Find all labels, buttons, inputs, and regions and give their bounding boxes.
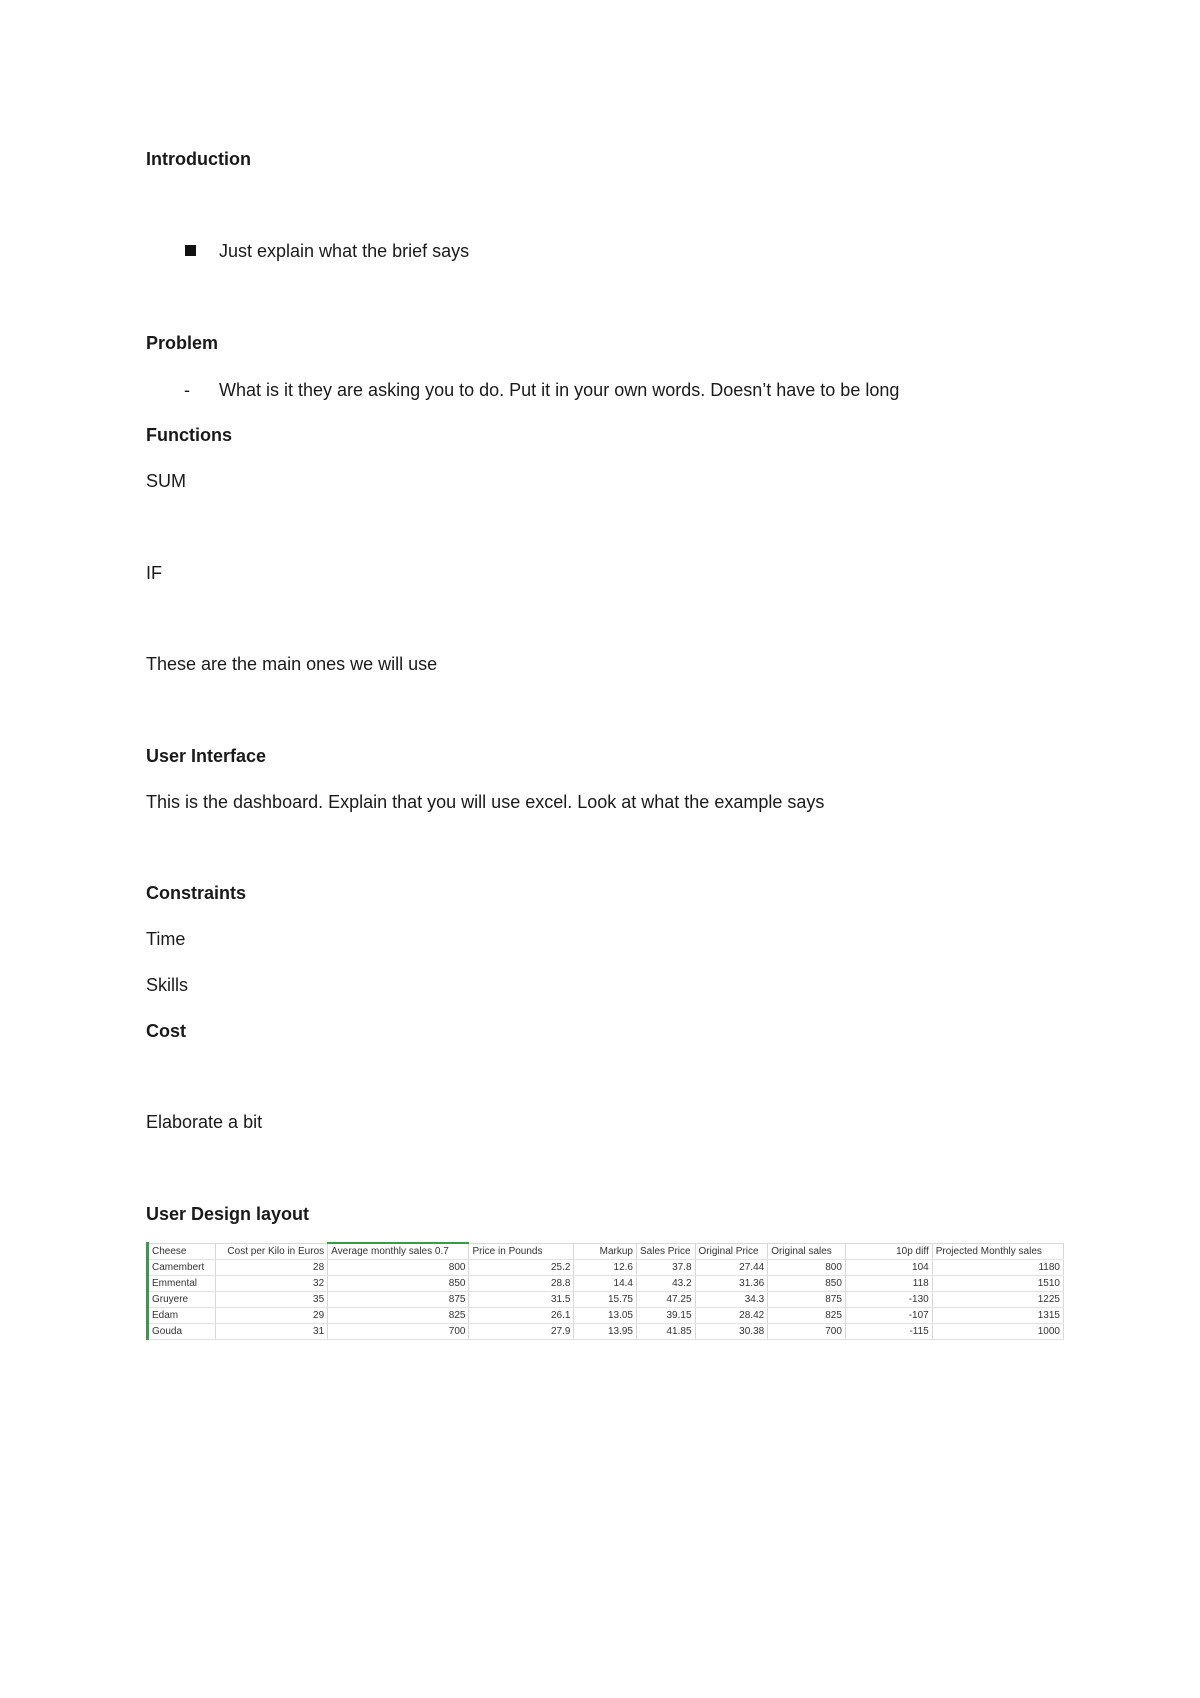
- table-cell: 35: [216, 1292, 328, 1308]
- table-cell: 825: [328, 1308, 469, 1324]
- function-sum: SUM: [146, 471, 186, 491]
- spreadsheet-screenshot: [146, 1242, 1064, 1340]
- table-cell: 29: [216, 1308, 328, 1324]
- constraint-time: Time: [146, 929, 186, 949]
- table-cell: 13.05: [574, 1308, 637, 1324]
- column-header: Projected Monthly sales: [932, 1243, 1063, 1260]
- dash-bullet-icon: -: [184, 380, 190, 400]
- user-interface-text: This is the dashboard. Explain that you will use excel. Look at what the example says: [146, 792, 825, 812]
- introduction-bullet-text: Just explain what the brief says: [219, 241, 470, 261]
- column-header: Cheese: [149, 1243, 216, 1260]
- table-cell: 118: [845, 1276, 932, 1292]
- table-cell: 825: [768, 1308, 846, 1324]
- table-cell: 41.85: [637, 1324, 696, 1340]
- function-if: IF: [146, 563, 162, 583]
- table-cell: 14.4: [574, 1276, 637, 1292]
- table-row: [149, 1260, 1064, 1276]
- table-row: [149, 1292, 1064, 1308]
- table-cell: 47.25: [637, 1292, 696, 1308]
- table-cell: 12.6: [574, 1260, 637, 1276]
- table-cell: 30.38: [695, 1324, 768, 1340]
- table-cell: -107: [845, 1308, 932, 1324]
- heading-problem: Problem: [146, 333, 219, 353]
- heading-user-design-layout: User Design layout: [146, 1204, 310, 1224]
- heading-functions: Functions: [146, 425, 232, 445]
- table-cell: 39.15: [637, 1308, 696, 1324]
- heading-constraints: Constraints: [146, 883, 247, 903]
- table-cell: Emmental: [149, 1276, 216, 1292]
- table-cell: 15.75: [574, 1292, 637, 1308]
- table-cell: 1225: [932, 1292, 1063, 1308]
- table-cell: 28.8: [469, 1276, 574, 1292]
- table-row: [149, 1276, 1064, 1292]
- table-cell: 31.5: [469, 1292, 574, 1308]
- table-cell: 700: [768, 1324, 846, 1340]
- column-header: Markup: [574, 1243, 637, 1260]
- table-cell: 28: [216, 1260, 328, 1276]
- heading-introduction: Introduction: [146, 149, 251, 169]
- column-header: Original Price: [695, 1243, 768, 1260]
- table-cell: 850: [328, 1276, 469, 1292]
- constraint-cost: Cost: [146, 1021, 186, 1041]
- table-header-row: [149, 1243, 1064, 1260]
- table-cell: 875: [328, 1292, 469, 1308]
- column-header: Cost per Kilo in Euros: [216, 1243, 328, 1260]
- table-cell: 32: [216, 1276, 328, 1292]
- problem-item-text: What is it they are asking you to do. Put it in your own words. Doesn’t have to be long: [219, 380, 900, 400]
- table-cell: 800: [328, 1260, 469, 1276]
- table-cell: 1180: [932, 1260, 1063, 1276]
- table-cell: 26.1: [469, 1308, 574, 1324]
- table-row: [149, 1308, 1064, 1324]
- table-cell: 27.9: [469, 1324, 574, 1340]
- table-cell: 1000: [932, 1324, 1063, 1340]
- heading-user-interface: User Interface: [146, 746, 267, 766]
- table-cell: 875: [768, 1292, 846, 1308]
- column-header: Sales Price: [637, 1243, 696, 1260]
- table-cell: -115: [845, 1324, 932, 1340]
- column-header: Price in Pounds: [469, 1243, 574, 1260]
- square-bullet-icon: [185, 245, 196, 256]
- table-cell: 28.42: [695, 1308, 768, 1324]
- table-cell: 31.36: [695, 1276, 768, 1292]
- functions-note: These are the main ones we will use: [146, 654, 438, 674]
- column-header: Original sales: [768, 1243, 846, 1260]
- table-cell: 104: [845, 1260, 932, 1276]
- column-header: Average monthly sales 0.7: [328, 1243, 469, 1260]
- column-header: 10p diff: [845, 1243, 932, 1260]
- table-cell: 1315: [932, 1308, 1063, 1324]
- cheese-pricing-table: [149, 1242, 1064, 1340]
- table-cell: 700: [328, 1324, 469, 1340]
- table-cell: 850: [768, 1276, 846, 1292]
- table-cell: 31: [216, 1324, 328, 1340]
- table-cell: 800: [768, 1260, 846, 1276]
- table-cell: 27.44: [695, 1260, 768, 1276]
- table-cell: Edam: [149, 1308, 216, 1324]
- table-cell: Gruyere: [149, 1292, 216, 1308]
- table-row: [149, 1324, 1064, 1340]
- table-cell: 1510: [932, 1276, 1063, 1292]
- table-cell: Camembert: [149, 1260, 216, 1276]
- table-cell: Gouda: [149, 1324, 216, 1340]
- table-cell: 25.2: [469, 1260, 574, 1276]
- table-cell: 43.2: [637, 1276, 696, 1292]
- constraint-skills: Skills: [146, 975, 189, 995]
- table-cell: 37.8: [637, 1260, 696, 1276]
- constraints-note: Elaborate a bit: [146, 1112, 263, 1132]
- table-cell: 13.95: [574, 1324, 637, 1340]
- table-cell: -130: [845, 1292, 932, 1308]
- table-cell: 34.3: [695, 1292, 768, 1308]
